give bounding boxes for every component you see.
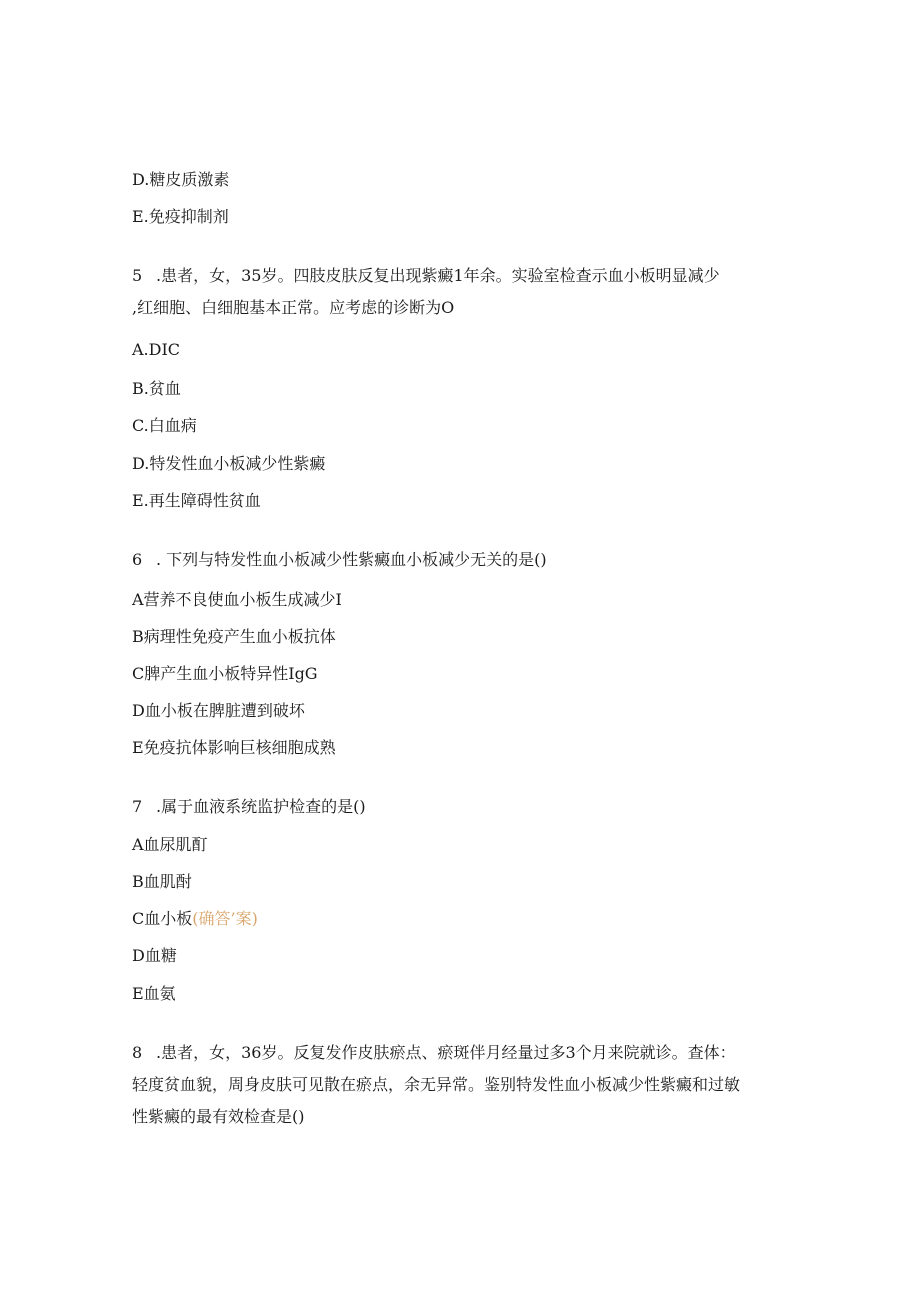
q6-option-c: C脾产生血小板特异性IgG: [132, 664, 318, 683]
q8-stem-text: .患者，女，36岁。反复发作皮肤瘀点、瘀斑伴月经量过多3个月来院就诊。查体：: [156, 1043, 736, 1062]
q5-stem-line2: ,红细胞、白细胞基本正常。应考虑的诊断为O: [132, 298, 455, 317]
q5-option-d: D.特发性血小板减少性紫癜: [132, 454, 326, 473]
q6-option-a: A营养不良使血小板生成减少I: [132, 590, 342, 609]
q5-number: 5: [132, 266, 143, 285]
q7-option-e: E血氨: [132, 984, 176, 1003]
q7-number: 7: [132, 797, 143, 816]
q7-option-d: D血糖: [132, 946, 177, 965]
q5-stem-line1: [132, 265, 720, 287]
q6-number: 6: [132, 550, 143, 569]
q4-option-d: D.糖皮质激素: [132, 170, 230, 189]
q6-option-b: B病理性免疫产生血小板抗体: [132, 627, 336, 646]
q6-stem-text: . 下列与特发性血小板减少性紫癜血小板减少无关的是(): [156, 550, 547, 569]
q8-stem-line3: 性紫癜的最有效检查是(): [132, 1107, 305, 1126]
q8-stem-line1: [132, 1042, 736, 1064]
q7-stem-text: .属于血液系统监护检查的是(): [156, 797, 366, 816]
q5-option-a: A.DIC: [132, 340, 181, 359]
q5-stem-text: .患者，女，35岁。四肢皮肤反复出现紫癜1年余。实验室检查示血小板明显减少: [156, 266, 720, 285]
q8-number: 8: [132, 1043, 143, 1062]
q7-option-c: [132, 908, 258, 930]
q4-option-e: E.免疫抑制剂: [132, 207, 229, 226]
q6-stem: [132, 549, 547, 571]
q6-option-e: E免疫抗体影响巨核细胞成熟: [132, 738, 336, 757]
q7-option-a: A血尿肌酊: [132, 835, 208, 854]
q5-option-e: E.再生障碍性贫血: [132, 491, 261, 510]
q7-stem: [132, 796, 366, 818]
q7-option-c-text: C血小板: [132, 909, 193, 928]
q5-option-c: C.白血病: [132, 416, 197, 435]
q7-answer-mark: (确答’案): [192, 909, 258, 928]
q8-stem-line2: 轻度贫血貌，周身皮肤可见散在瘀点，余无异常。鉴别特发性血小板减少性紫癜和过敏: [132, 1075, 741, 1094]
q5-option-b: B.贫血: [132, 379, 181, 398]
q7-option-b: B血肌酎: [132, 872, 192, 891]
q6-option-d: D血小板在脾脏遭到破坏: [132, 701, 305, 720]
